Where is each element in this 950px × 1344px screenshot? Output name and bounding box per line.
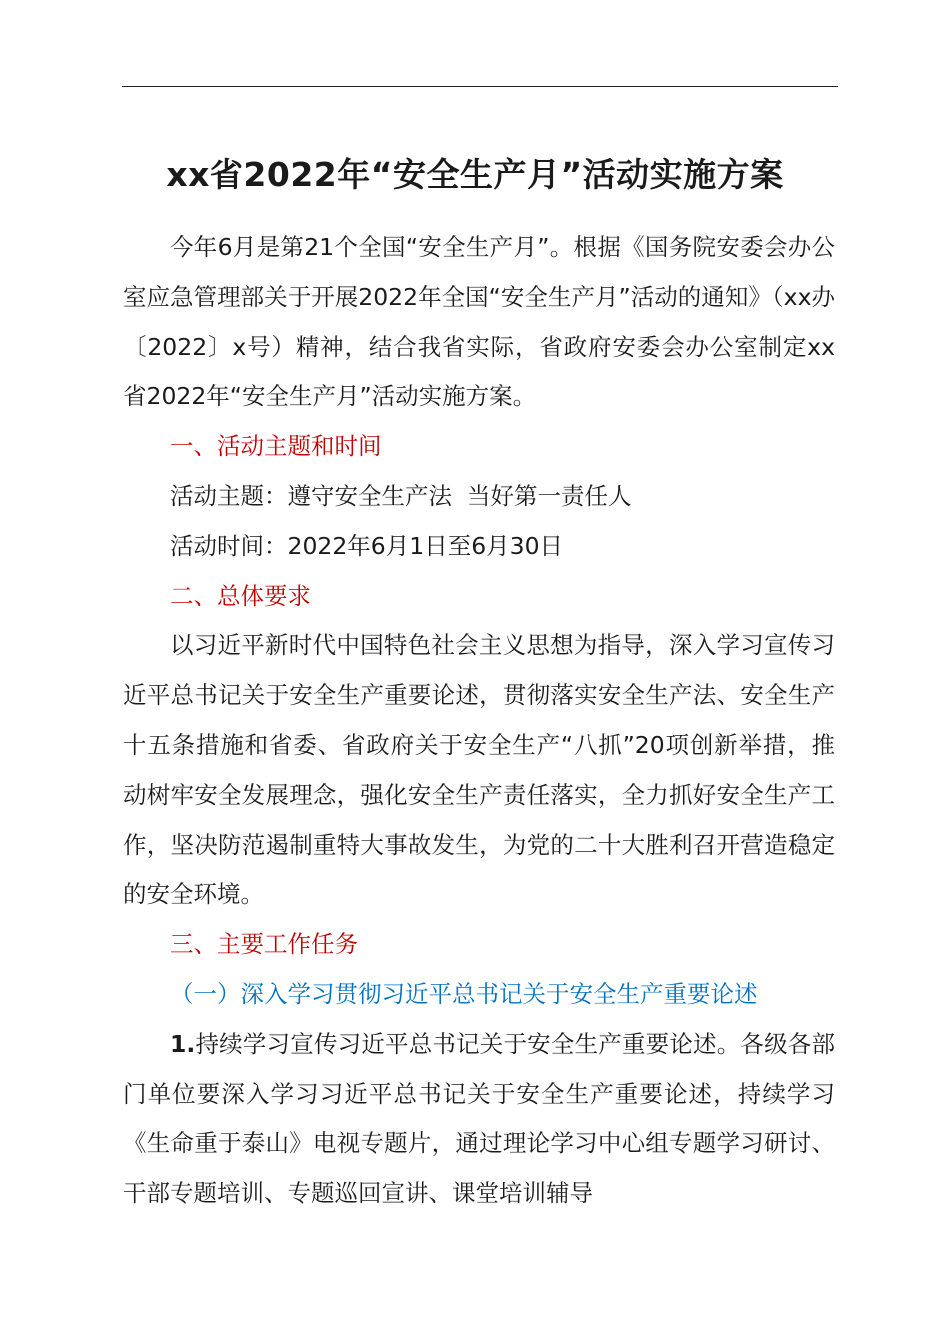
header-rule — [122, 86, 838, 87]
activity-time: 活动时间：2022年6月1日至6月30日 — [170, 531, 564, 560]
activity-theme: 活动主题：遵守安全生产法 当好第一责任人 — [170, 481, 632, 510]
intro-paragraph: 今年6月是第21个全国“安全生产月”。根据《国务院安委会办公室应急管理部关于开展2022年全国“安全生产月”活动的通知》（xx办〔2022〕x号）精神，结合我省实际，省政府安委会办公室制定xx省2022年“安全生产月”活动实施方案。 — [123, 233, 835, 411]
subsection1-heading: （一）深入学习贯彻习近平总书记关于安全生产重要论述 — [170, 979, 758, 1008]
section3-heading: 三、主要工作任务 — [170, 930, 358, 959]
section2-heading: 二、总体要求 — [170, 581, 311, 610]
section1-heading: 一、活动主题和时间 — [170, 432, 382, 461]
task-item-1-number: 1. — [170, 1029, 196, 1058]
document-body — [123, 223, 835, 1219]
document-title: xx省2022年“安全生产月”活动实施方案 — [166, 155, 784, 194]
task-item-1-text: 持续学习宣传习近平总书记关于安全生产重要论述。各级各部门单位要深入学习习近平总书记关于安全生产重要论述，持续学习《生命重于泰山》电视专题片，通过理论学习中心组专题学习研讨、干部专题培训、专题巡回宣讲、课堂培训辅导 — [123, 1029, 835, 1208]
task-item-1 — [123, 1020, 835, 1219]
general-requirements-paragraph: 以习近平新时代中国特色社会主义思想为指导，深入学习宣传习近平总书记关于安全生产重要论述，贯彻落实安全生产法、安全生产十五条措施和省委、省政府关于安全生产“八抓”20项创新举措，推动树牢安全发展理念，强化安全生产责任落实，全力抓好安全生产工作，坚决防范遏制重特大事故发生，为党的二十大胜利召开营造稳定的安全环境。 — [123, 631, 835, 909]
